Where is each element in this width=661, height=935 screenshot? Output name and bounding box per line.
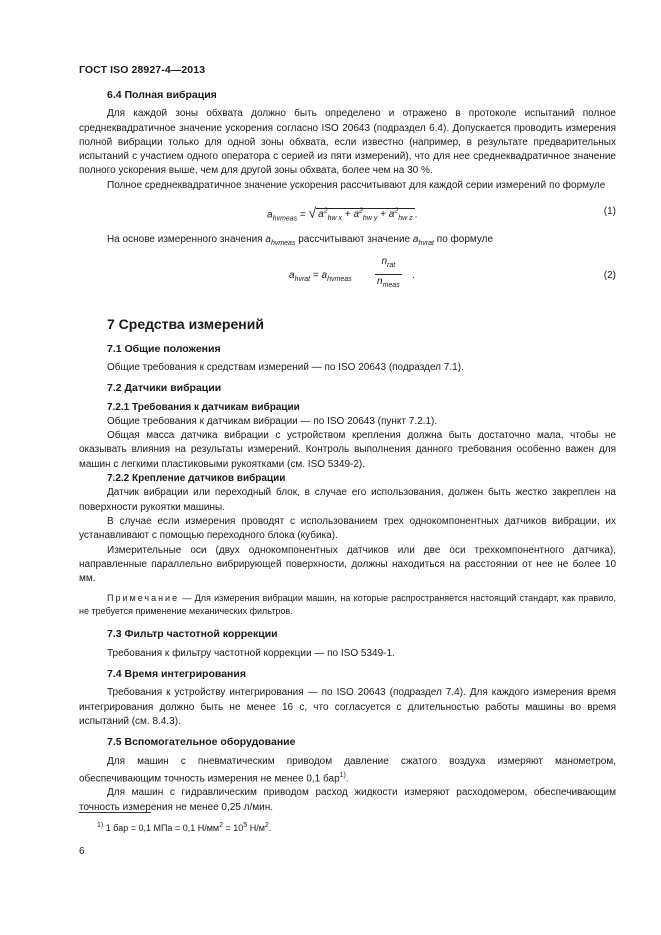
formula-2-number: (2) <box>603 270 616 282</box>
section-6-4-paragraph-3: На основе измеренного значения $a_{hvmeas}$ рассчитывают значение $a_{hvrat}$ по формуле <box>107 234 494 248</box>
page-content <box>79 88 616 815</box>
section-6-4-paragraph-2: Полное среднеквадратичное значение ускорения рассчитывают для каждой серии измерений по формуле <box>107 179 606 191</box>
section-7-2-2-paragraph-1: Датчик вибрации или переходный блок, в случае его использования, должен быть жестко закреплен на поверхности рукоятки машины. <box>79 487 616 513</box>
formula-2: $a_{hvrat} = a_{hvmeas}$ $n_{rat}$ $n_{meas}$ . (2) <box>79 251 616 297</box>
section-7-3-paragraph: Требования к фильтру частотной коррекции — по ISO 5349-1. <box>107 647 395 659</box>
footnote: $^{1)}$ 1 бар = 0,1 МПа = 0,1 $Н/мм^2 = 10^5$ $Н/м^2$. <box>97 822 272 833</box>
footnote-divider <box>79 812 151 813</box>
section-7-2-2-title: 7.2.2 Крепление датчиков вибрации <box>107 473 286 485</box>
section-7-4-paragraph: Требования к устройству интегрирования — по ISO 20643 (подраздел 7.4). Для каждого измерения время интегрирования должно быть не менее 16 с, что согласуется с длительностью работы машины во время испытаний (см. 8.4.3). <box>79 687 616 727</box>
section-7-5-title: 7.5 Вспомогательное оборудование <box>107 736 296 749</box>
note <box>79 592 616 617</box>
section-7-5-paragraph-1: Для машин с пневматическим приводом давление сжатого воздуха измеряют манометром, обеспечивающим точность измерения не менее 0,1 бар$^{1)}$. <box>79 755 616 785</box>
section-7-2-title: 7.2 Датчики вибрации <box>107 382 222 395</box>
section-7-2-1-title: 7.2.1 Требования к датчикам вибрации <box>107 401 300 413</box>
section-6-4-paragraph-1: Для каждой зоны обхвата должно быть определено и отражено в протоколе испытаний полное среднеквадратичное значение ускорения согласно ISO 20643 (подраздел 6.4). Допускается проводить измерения полной вибрации только для одной зоны обхвата, если известно (например, в результате предварительных испытаний с участием одного оператора с серией из пяти измерений), что для нее среднеквадратичное значение полного ускорения выше, чем для другой зоны обхвата, более чем на 30 %. <box>79 108 616 177</box>
formula-1-radicand: $a^2_{hw x} + a^2_{hw y} + a^2_{hw z}$ <box>318 208 413 223</box>
section-7-2-1-paragraph-2: Общая масса датчика вибрации с устройством крепления должна быть достаточно мала, чтобы не оказывать влияния на результаты измерений. Контроль выполнения данного требования особенно важен для машин с легкими пластиковыми рукоятками (см. ISO 5349-2). <box>79 430 616 470</box>
note-label: Примечание <box>107 593 180 604</box>
page-number: 6 <box>79 846 85 857</box>
formula-1: $a_{hvmeas}$ = √ $a^2_{hw x} + a^2_{hw y} + a^2_{hw z}$ . (1) <box>267 204 616 223</box>
section-7-3-title: 7.3 Фильтр частотной коррекции <box>107 628 278 641</box>
formula-1-number: (1) <box>603 206 616 218</box>
section-7-1-paragraph: Общие требования к средствам измерений — по ISO 20643 (подраздел 7.1). <box>107 361 464 373</box>
section-7-5-paragraph-2: Для машин с гидравлическим приводом расход жидкости измеряют расходомером, обеспечивающим точность измерения не менее 0,25 л/мин. <box>79 787 616 813</box>
formula-2-lhs: a <box>289 270 295 282</box>
section-7-2-1-paragraph-1: Общие требования к датчикам вибрации — по ISO 20643 (пункт 7.2.1). <box>107 415 438 427</box>
section-7-2-2-paragraph-2: В случае если измерения проводят с использованием трех однокомпонентных датчиков вибрации, их устанавливают с помощью переходного блока (кубика). <box>79 515 616 542</box>
document-header: ГОСТ ISO 28927-4—2013 <box>79 64 206 76</box>
formula-2-fraction: $n_{rat}$ $n_{meas}$ <box>377 256 400 289</box>
note-text: — Для измерения вибрации машин, на которые распространяется настоящий стандарт, как правило, не требуется применение механических фильтров. <box>79 593 616 616</box>
footnote-reference[interactable]: 1) <box>339 771 346 779</box>
section-7-4-title: 7.4 Время интегрирования <box>107 668 246 681</box>
section-7-title: 7 Средства измерений <box>107 316 264 333</box>
section-6-4-title: 6.4 Полная вибрация <box>107 89 217 101</box>
section-7-1-title: 7.1 Общие положения <box>107 342 221 355</box>
section-7-2-2-paragraph-3: Измерительные оси (двух однокомпонентных датчиков или две оси трехкомпонентного датчика), направленные параллельно вибрирующей поверхности, должны находиться на расстоянии от нее не более 10 мм. <box>79 544 616 585</box>
formula-1-lhs: a <box>267 209 273 221</box>
